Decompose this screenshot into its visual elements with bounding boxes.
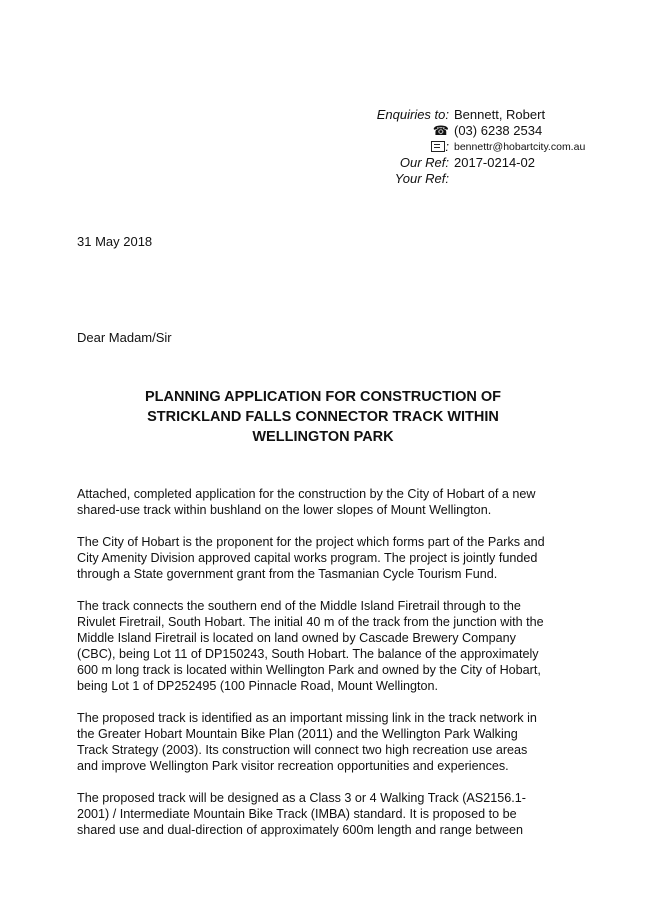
- salutation: Dear Madam/Sir: [77, 330, 172, 345]
- enquiries-to-row: [300, 107, 620, 123]
- phone-value: (03) 6238 2534: [454, 123, 543, 138]
- text-line: Track Strategy (2003). Its construction will connect two high recreation use areas: [77, 743, 528, 757]
- text-line: being Lot 1 of DP252495 (100 Pinnacle Road, Mount Wellington.: [77, 679, 439, 693]
- telephone-icon: ☎: [432, 123, 449, 138]
- email-row: [300, 139, 620, 155]
- text-line: The City of Hobart is the proponent for the project which forms part of the Parks and: [77, 535, 545, 549]
- email-value[interactable]: bennettr@hobartcity.com.au: [454, 141, 586, 153]
- text-line: shared-use track within bushland on the lower slopes of Mount Wellington.: [77, 503, 492, 517]
- letter-body: [77, 486, 577, 854]
- text-line: The track connects the southern end of the Middle Island Firetrail through to the: [77, 599, 521, 613]
- text-line: Middle Island Firetrail is located on land owned by Cascade Brewery Company: [77, 631, 516, 645]
- our-ref-value: 2017-0214-02: [454, 155, 535, 170]
- email-icon: [431, 141, 445, 152]
- paragraph-design: [77, 790, 577, 838]
- text-line: shared use and dual-direction of approximately 600m length and range between: [77, 823, 523, 837]
- our-ref-label: Our Ref:: [399, 155, 449, 170]
- text-line: The proposed track will be designed as a Class 3 or 4 Walking Track (AS2156.1-: [77, 791, 526, 805]
- letter-heading: [77, 387, 569, 447]
- text-line: 2001) / Intermediate Mountain Bike Track (IMBA) standard. It is proposed to be: [77, 807, 517, 821]
- enquiries-to-label: Enquiries to:: [376, 107, 449, 122]
- text-line: and improve Wellington Park visitor recreation opportunities and experiences.: [77, 759, 509, 773]
- enquiries-block: [300, 107, 620, 187]
- text-line: The proposed track is identified as an important missing link in the track network in: [77, 711, 537, 725]
- text-line: the Greater Hobart Mountain Bike Plan (2011) and the Wellington Park Walking: [77, 727, 518, 741]
- heading-line: WELLINGTON PARK: [252, 429, 394, 445]
- paragraph-attached: [77, 486, 577, 518]
- text-line: Rivulet Firetrail, South Hobart. The initial 40 m of the track from the junction with the: [77, 615, 544, 629]
- heading-line: PLANNING APPLICATION FOR CONSTRUCTION OF: [144, 389, 502, 405]
- text-line: Attached, completed application for the construction by the City of Hobart of a new: [77, 487, 536, 501]
- email-label-colon: :: [445, 139, 449, 154]
- phone-row: [300, 123, 620, 139]
- heading-line: STRICKLAND FALLS CONNECTOR TRACK WITHIN: [147, 409, 499, 425]
- enquiries-to-value: Bennett, Robert: [454, 107, 546, 122]
- text-line: through a State government grant from the Tasmanian Cycle Tourism Fund.: [77, 567, 498, 581]
- text-line: (CBC), being Lot 11 of DP150243, South Hobart. The balance of the approximately: [77, 647, 539, 661]
- your-ref-label: Your Ref:: [394, 171, 449, 186]
- text-line: 600 m long track is located within Wellington Park and owned by the City of Hobart,: [77, 663, 541, 677]
- letter-date: 31 May 2018: [77, 234, 153, 249]
- paragraph-proponent: [77, 534, 577, 582]
- our-ref-row: [300, 155, 620, 171]
- paragraph-track-location: [77, 598, 577, 694]
- email-label: [300, 139, 454, 155]
- text-line: City Amenity Division approved capital works program. The project is jointly funded: [77, 551, 538, 565]
- your-ref-row: [300, 171, 620, 187]
- phone-label: [300, 123, 454, 139]
- paragraph-missing-link: [77, 710, 577, 774]
